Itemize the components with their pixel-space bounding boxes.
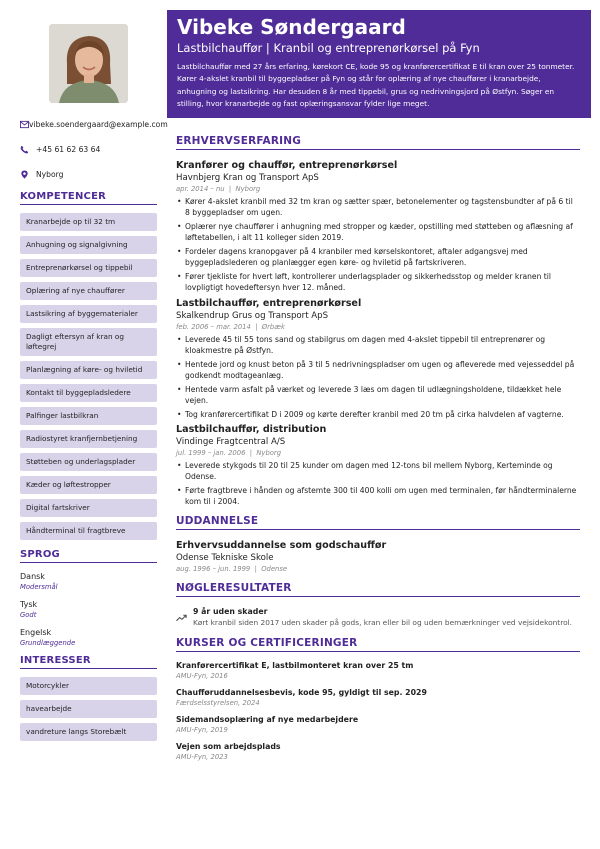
competences-heading: KOMPETENCER [20, 191, 157, 205]
achievement-desc: Kørt kranbil siden 2017 uden skader på gods, kran eller bil og uden bemærkninger ved vejsidekontrol. [193, 618, 572, 628]
location-text: Nyborg [36, 169, 64, 179]
candidate-name: Vibeke Søndergaard [177, 15, 406, 39]
job-title: Lastbilchauffør, entreprenørkørsel [176, 297, 362, 309]
profile-summary: Lastbilchauffør med 27 års erfaring, kørekort CE, kode 95 og kranførercertifikat E til kran over 25 tonmeter. Kører 4-akslet kranbil til byggepladser på Fyn og står for oplæring af nye chauffører i kranarbejde, anhugning og lastsikring. Har desuden 8 år med tippebil, grus og nedrivningsjord på Østfyn. Søger en stilling, hvor kranarbejde og fast oplæringsansvar fylder lige meget. [177, 62, 575, 108]
education-period: aug. 1996 – jun. 1999 [176, 565, 251, 574]
competence-chip: Anhugning og signalgivning [20, 236, 157, 254]
course-title: Kranførercertifikat E, lastbilmonteret kran over 25 tm [176, 661, 414, 671]
candidate-title: Lastbilchauffør | Kranbil og entreprenørkørsel på Fyn [177, 41, 480, 55]
job-meta: apr. 2014 – nu | Nyborg [176, 185, 261, 193]
job-meta: feb. 2006 – mar. 2014 | Ørbæk [176, 322, 285, 331]
language-item [20, 599, 157, 620]
achievement-title: 9 år uden skader [193, 607, 268, 617]
phone-text: +45 61 62 63 64 [36, 144, 101, 154]
language-name: Tysk [20, 600, 38, 609]
competence-chip: Palfinger lastbilkran [20, 407, 157, 425]
courses-list [176, 660, 580, 762]
job-bullet: • Fordeler dagens kranopgaver på 4 kranbiler med kørselskontoret, aftaler adgangsvej med byggepladslederen og planlægger egen køre- og hviletid på fartskriveren. [176, 246, 580, 269]
education-entry [176, 539, 580, 574]
competence-chip: Radiostyret kranfjernbetjening [20, 430, 157, 448]
job-bullet: • Leverede 45 til 55 tons sand og stabilgrus om dagen med 4-akslet tippebil til entreprenører og kloakmestre på Østfyn. [176, 334, 580, 357]
language-level: Modersmål [20, 583, 58, 591]
trend-up-icon [176, 606, 193, 628]
job-company: Skalkendrup Grus og Transport ApS [176, 310, 329, 321]
job-bullet: • Førte fragtbreve i hånden og afstemte 300 til 400 kolli om ugen med terminalen, før håndterminalerne kom til i 2004. [176, 485, 580, 508]
profile-photo [49, 24, 128, 103]
course-title: Chaufføruddannelsesbevis, kode 95, gyldigt til sep. 2029 [176, 688, 427, 698]
competence-chip: Digital fartskriver [20, 499, 157, 517]
competence-chip: Planlægning af køre- og hviletid [20, 361, 157, 379]
interest-chip: havearbejde [20, 700, 157, 718]
achievements-heading: NØGLERESULTATER [176, 582, 580, 597]
education-title: Erhvervsuddannelse som godschauffør [176, 540, 387, 552]
language-item [20, 571, 157, 592]
mail-icon [20, 120, 29, 129]
job-period: apr. 2014 – nu [176, 185, 225, 193]
job-bullet: • Fører tjekliste for hvert løft, kontrollerer underlagsplader og sikkerhedsstop og melder kranen til lovpligtigt hovedeftersyn hver 12. måned. [176, 271, 580, 294]
language-name: Engelsk [20, 628, 52, 637]
email-text: vibeke.soendergaard@example.com [29, 119, 168, 129]
job-bullets [176, 334, 580, 420]
main-content [176, 135, 580, 762]
job-bullet: • Hentede varm asfalt på værket og leverede 3 læs om dagen til udlægningsholdene, tildækket hele vejen. [176, 384, 580, 407]
language-item [20, 627, 157, 648]
courses-heading: KURSER OG CERTIFICERINGER [176, 637, 580, 652]
language-level: Godt [20, 611, 37, 619]
job-company: Vindinge Fragtcentral A/S [176, 436, 286, 447]
course-item [176, 741, 580, 762]
competence-chip: Kontakt til byggepladsledere [20, 384, 157, 402]
course-item [176, 660, 580, 681]
job-bullet: • Kører 4-akslet kranbil med 32 tm kran og sætter spær, betonelementer og tagstensbundter af på 6 til 8 byggepladser om ugen. [176, 196, 580, 219]
sidebar [20, 116, 168, 746]
competence-chip: Oplæring af nye chauffører [20, 282, 157, 300]
interest-chip: Motorcykler [20, 677, 157, 695]
job-location: Ørbæk [261, 322, 285, 331]
interest-chip: vandreture langs Storebælt [20, 723, 157, 741]
job-bullet: • Oplærer nye chauffører i anhugning med stropper og kæder, opstilling med støtteben og aflæsning af løftetabellen, i alt 11 kolleger siden 2019. [176, 221, 580, 244]
job-title: Kranfører og chauffør, entreprenørkørsel [176, 160, 398, 171]
education-heading: UDDANNELSE [176, 515, 580, 530]
course-org: Færdselsstyrelsen, 2024 [176, 699, 260, 708]
contact-phone[interactable] [20, 141, 157, 157]
course-org: AMU-Fyn, 2019 [176, 726, 228, 735]
job-location: Nyborg [256, 448, 282, 457]
achievement-item [176, 606, 580, 628]
portrait-image [49, 24, 128, 103]
competence-chip: Lastsikring af byggematerialer [20, 305, 157, 323]
interests-list [20, 677, 157, 741]
job-title: Lastbilchauffør, distribution [176, 423, 327, 435]
job-bullet: • Tog kranførercertifikat D i 2009 og kørte derefter kranbil med 20 tm på cirka halvdelen af vagterne. [176, 409, 580, 420]
contact-email[interactable] [20, 116, 168, 132]
language-name: Dansk [20, 572, 45, 581]
competence-chip: Kæder og løftestropper [20, 476, 157, 494]
job-bullets [176, 196, 580, 294]
experience-heading: ERHVERVSERFARING [176, 135, 580, 150]
job-entry [176, 423, 580, 508]
contact-location [20, 166, 157, 182]
job-entry [176, 159, 580, 294]
education-school: Odense Tekniske Skole [176, 553, 274, 564]
education-location: Odense [261, 565, 288, 574]
competences-list [20, 213, 157, 540]
course-item [176, 714, 580, 735]
course-org: AMU-Fyn, 2023 [176, 753, 228, 762]
competence-chip: Håndterminal til fragtbreve [20, 522, 157, 540]
job-bullet: • Hentede jord og knust beton på 3 til 5 nedrivningspladser om ugen og afleverede med vejesseddel på godkendt modtageanlæg. [176, 359, 580, 382]
job-period: feb. 2006 – mar. 2014 [176, 322, 251, 331]
job-location: Nyborg [235, 185, 261, 193]
competence-chip: Støtteben og underlagsplader [20, 453, 157, 471]
job-period: jul. 1999 – jan. 2006 [176, 448, 246, 457]
job-meta: jul. 1999 – jan. 2006 | Nyborg [176, 448, 282, 457]
course-title: Vejen som arbejdsplads [176, 742, 281, 752]
competence-chip: Dagligt eftersyn af kran og løftegrej [20, 328, 157, 356]
languages-list [20, 571, 157, 648]
education-meta: aug. 1996 – jun. 1999 | Odense [176, 565, 288, 574]
competence-chip: Entreprenørkørsel og tippebil [20, 259, 157, 277]
location-pin-icon [20, 170, 36, 179]
job-bullet: • Leverede stykgods til 20 til 25 kunder om dagen med 12-tons bil mellem Nyborg, Kerteminde og Odense. [176, 460, 580, 483]
languages-heading: SPROG [20, 549, 157, 563]
interests-heading: INTERESSER [20, 655, 157, 669]
course-org: AMU-Fyn, 2016 [176, 672, 228, 681]
job-entry [176, 297, 580, 420]
phone-icon [20, 145, 36, 154]
language-level: Grundlæggende [20, 639, 76, 647]
course-item [176, 687, 580, 708]
competence-chip: Kranarbejde op til 32 tm [20, 213, 157, 231]
header-banner [167, 10, 591, 118]
job-bullets [176, 460, 580, 508]
course-title: Sidemandsoplæring af nye medarbejdere [176, 715, 359, 725]
job-company: Havnbjerg Kran og Transport ApS [176, 173, 319, 183]
